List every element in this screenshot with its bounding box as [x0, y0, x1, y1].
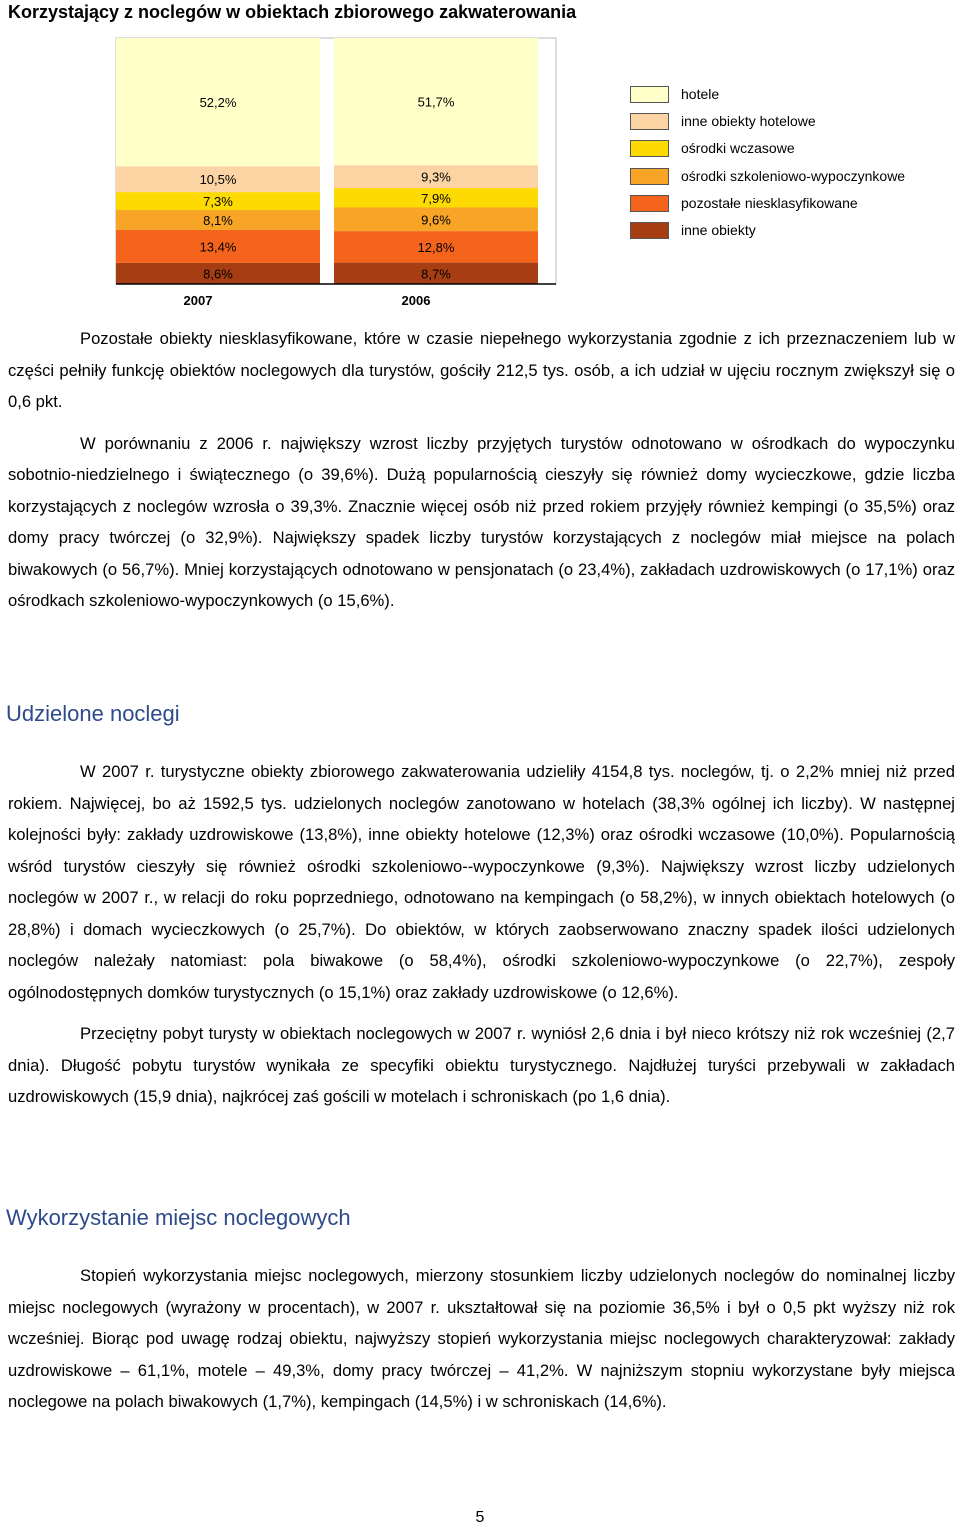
data-label: 10,5% — [199, 172, 237, 188]
text-block-3 — [8, 1260, 955, 1418]
data-label: 9,3% — [421, 169, 451, 185]
data-label: 12,8% — [417, 239, 455, 255]
data-label: 51,7% — [417, 94, 455, 110]
page-title: Korzystający z noclegów w obiektach zbiorowego zakwaterowania — [8, 2, 577, 22]
legend-item — [630, 165, 950, 192]
legend-label: ośrodki szkoleniowo-wypoczynkowe — [681, 167, 906, 184]
legend-item — [630, 192, 950, 219]
section-heading: Wykorzystanie miejsc noclegowych — [6, 1205, 351, 1230]
page-number: 5 — [475, 1509, 485, 1526]
text-block-1 — [8, 323, 955, 617]
x-tick-label: 2006 — [401, 293, 431, 308]
data-label: 8,6% — [203, 266, 233, 282]
legend-swatch — [630, 195, 669, 212]
data-label: 9,6% — [421, 212, 451, 228]
paragraph: W 2007 r. turystyczne obiekty zbiorowego zakwaterowania udzieliły 4154,8 tys. noclegów, tj. o 2,2% mniej niż przed rokiem. Najwięcej, bo aż 1592,5 tys. udzielonych noclegów zanotowano w hotelach (38,3% ogólnej ich liczby). W następnej kolejności były: zakłady uzdrowiskowe (13,8%), inne obiekty hotelowe (12,3%) oraz ośrodki wczasowe (10,0%). Popularnością wśród turystów cieszyły się również ośrodki szkoleniowo--wypoczynkowe (9,3%). Największy wzrost liczby udzielonych noclegów w 2007 r., w relacji do roku poprzedniego, odnotowano na kempingach (o 58,2%), w innych obiektach hotelowych (o 28,8%) i domach wycieczkowych (o 25,7%). Do obiektów, w których zaobserwowano znaczny spadek ilości udzielonych noclegów należały natomiast: pola biwakowe (o 58,4%), ośrodki szkoleniowo-wypoczynkowe (o 22,7%), zespoły ogólnodostępnych domków turystycznych (o 15,1%) oraz zakłady uzdrowiskowe (o 12,6%). — [8, 762, 955, 1002]
legend-swatch — [630, 222, 669, 239]
legend-swatch — [630, 140, 669, 157]
paragraph: Stopień wykorzystania miejsc noclegowych, mierzony stosunkiem liczby udzielonych noclegów do nominalnej liczby miejsc noclegowych (wyrażony w procentach), w 2007 r. ukształtował się na poziomie 36,5% i był o 0,5 pkt wyższy niż rok wcześniej. Biorąc pod uwagę rodzaj obiektu, najwyższy stopień wykorzystania miejsc noclegowych charakteryzował: zakłady uzdrowiskowe – 61,1%, motele – 49,3%, domy pracy twórczej – 41,2%. W najniższym stopniu wykorzystane były miejsca noclegowe na polach biwakowych (1,7%), kempingach (14,5%) i w schroniskach (14,6%). — [8, 1266, 955, 1411]
legend-item — [630, 219, 950, 246]
legend-item — [630, 83, 950, 110]
legend-swatch — [630, 113, 669, 130]
section-heading: Udzielone noclegi — [6, 701, 180, 726]
data-label: 8,1% — [203, 212, 233, 228]
legend-label: pozostałe niesklasyfikowane — [681, 194, 858, 211]
legend-item — [630, 137, 950, 164]
data-label: 7,3% — [203, 194, 233, 210]
data-label: 8,7% — [421, 266, 451, 282]
paragraph: Pozostałe obiekty niesklasyfikowane, które w czasie niepełnego wykorzystania zgodnie z ich przeznaczeniem lub w części pełniły funkcję obiektów noclegowych dla turystów, gościły 212,5 tys. osób, a ich udział w ujęciu rocznym zwiększył się o 0,6 pkt. — [8, 329, 955, 411]
paragraph: Przeciętny pobyt turysty w obiektach noclegowych w 2007 r. wyniósł 2,6 dnia i był nieco krótszy niż rok wcześniej (2,7 dnia). Długość pobytu turystów wynikała ze specyfiki obiektu turystycznego. Najdłużej turyści przebywali w zakładach uzdrowiskowych (15,9 dnia), najkrócej zaś gościli w motelach i schroniskach (po 1,6 dnia). — [8, 1024, 955, 1106]
data-label: 52,2% — [199, 95, 237, 111]
legend-swatch — [630, 168, 669, 185]
legend-item — [630, 110, 950, 137]
paragraph: W porównaniu z 2006 r. największy wzrost liczby przyjętych turystów odnotowano w ośrodkach do wypoczynku sobotnio-niedzielnego i świątecznego (o 39,6%). Dużą popularnością cieszyły się również domy wycieczkowe, gdzie liczba korzystających z noclegów wzrosła o 39,3%. Znacznie więcej osób niż przed rokiem przyjęły również kempingi (o 35,5%) oraz domy pracy twórczej (o 32,9%). Największy spadek liczby turystów korzystających z noclegów miał miejsce na polach biwakowych (o 56,7%). Mniej korzystających odnotowano w pensjonatach (o 23,4%), zakładach uzdrowiskowych (o 17,1%) oraz ośrodkach szkoleniowo-wypoczynkowych (o 15,6%). — [8, 433, 955, 610]
legend-label: ośrodki wczasowe — [681, 140, 795, 157]
x-tick-label: 2007 — [183, 293, 213, 308]
data-label: 7,9% — [421, 190, 451, 206]
text-block-2 — [8, 756, 955, 1113]
chart-legend — [630, 83, 950, 246]
legend-label: inne obiekty — [681, 221, 756, 238]
legend-swatch — [630, 86, 669, 103]
stacked-bar-chart — [0, 30, 960, 320]
data-label: 13,4% — [199, 239, 237, 255]
legend-label: inne obiekty hotelowe — [681, 113, 816, 130]
legend-label: hotele — [681, 86, 720, 102]
